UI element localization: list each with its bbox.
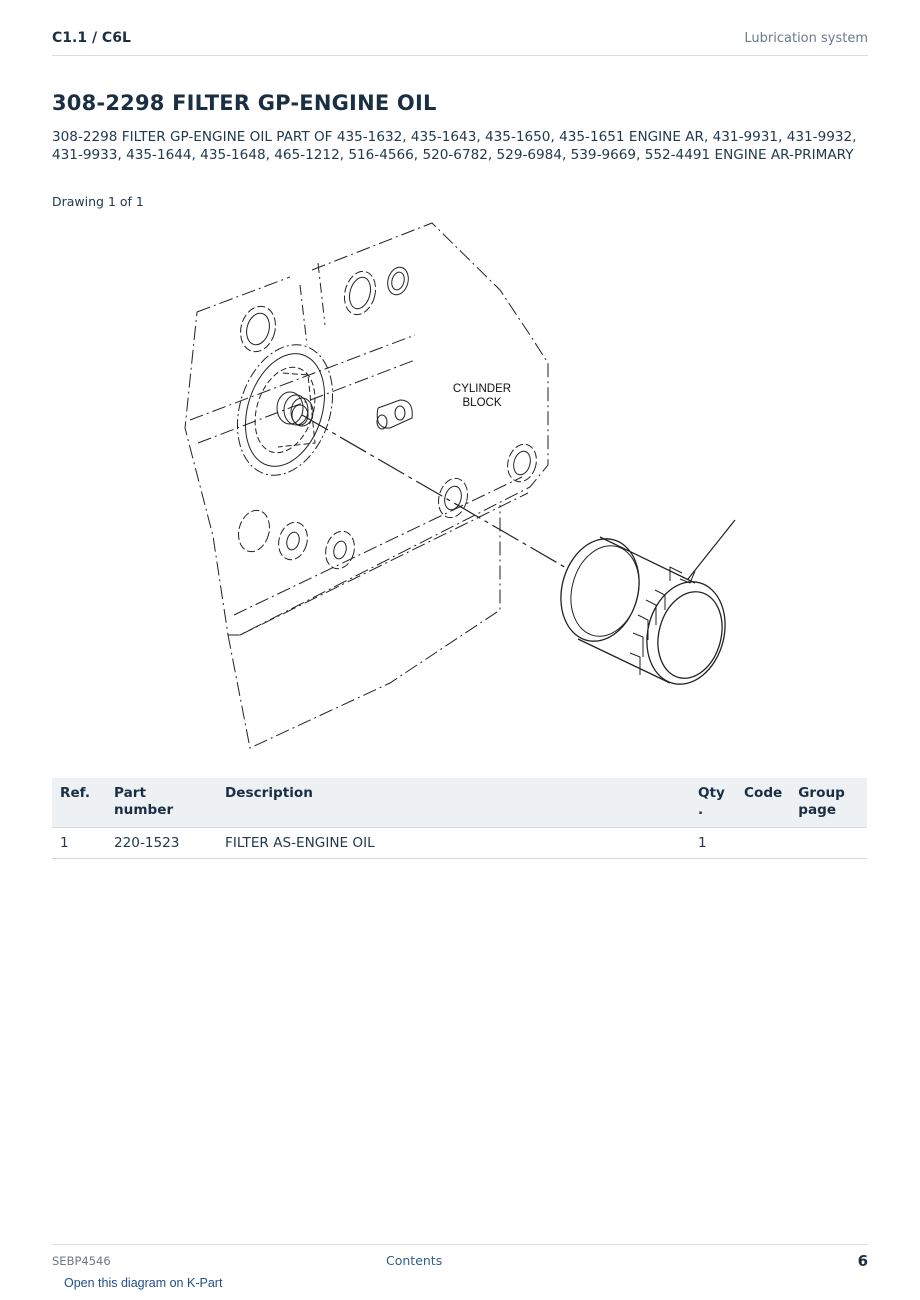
col-description: Description <box>217 778 690 828</box>
col-code: Code <box>736 778 790 828</box>
cell-group-page <box>790 828 867 859</box>
document-id: SEBP4546 <box>52 1254 111 1268</box>
page-number: 6 <box>857 1252 868 1270</box>
part-description: 308-2298 FILTER GP-ENGINE OIL PART OF 435-1632, 435-1643, 435-1650, 435-1651 ENGINE AR, 431-9931, 431-9932, 431-9933, 435-1644, 435-1648, 465-1212, 516-4566, 520-6782, 529-6984, 539-9669, 552-4491 ENGINE AR-PRIMARY <box>52 129 857 163</box>
kpart-link[interactable]: Open this diagram on K-Part <box>64 1276 223 1290</box>
block-lower <box>228 505 500 748</box>
model-breadcrumb: C1.1 / C6L <box>52 30 131 46</box>
oil-filter <box>550 520 736 693</box>
page-title: 308-2298 FILTER GP-ENGINE OIL <box>52 91 437 115</box>
col-ref: Ref. <box>52 778 106 828</box>
contents-link[interactable]: Contents <box>386 1253 443 1268</box>
cell-code <box>736 828 790 859</box>
cell-qty: 1 <box>690 828 736 859</box>
col-qty: Qty . <box>690 778 736 828</box>
drawing-counter: Drawing 1 of 1 <box>52 194 144 209</box>
col-group-page: Group page <box>790 778 867 828</box>
cell-ref: 1 <box>52 828 106 859</box>
oil-filter-diagram <box>150 215 770 760</box>
col-part-number: Part number <box>106 778 217 828</box>
table-row <box>52 828 867 859</box>
cell-part-number: 220-1523 <box>106 828 217 859</box>
block-outline <box>185 223 548 635</box>
cell-description: FILTER AS-ENGINE OIL <box>217 828 690 859</box>
parts-table <box>52 778 867 859</box>
cylinder-block-label-2: BLOCK <box>462 397 502 409</box>
page-header <box>52 28 868 56</box>
page-footer <box>52 1244 868 1275</box>
table-header-row <box>52 778 867 828</box>
section-name: Lubrication system <box>744 31 868 46</box>
cylinder-block-label: CYLINDER <box>452 383 512 395</box>
